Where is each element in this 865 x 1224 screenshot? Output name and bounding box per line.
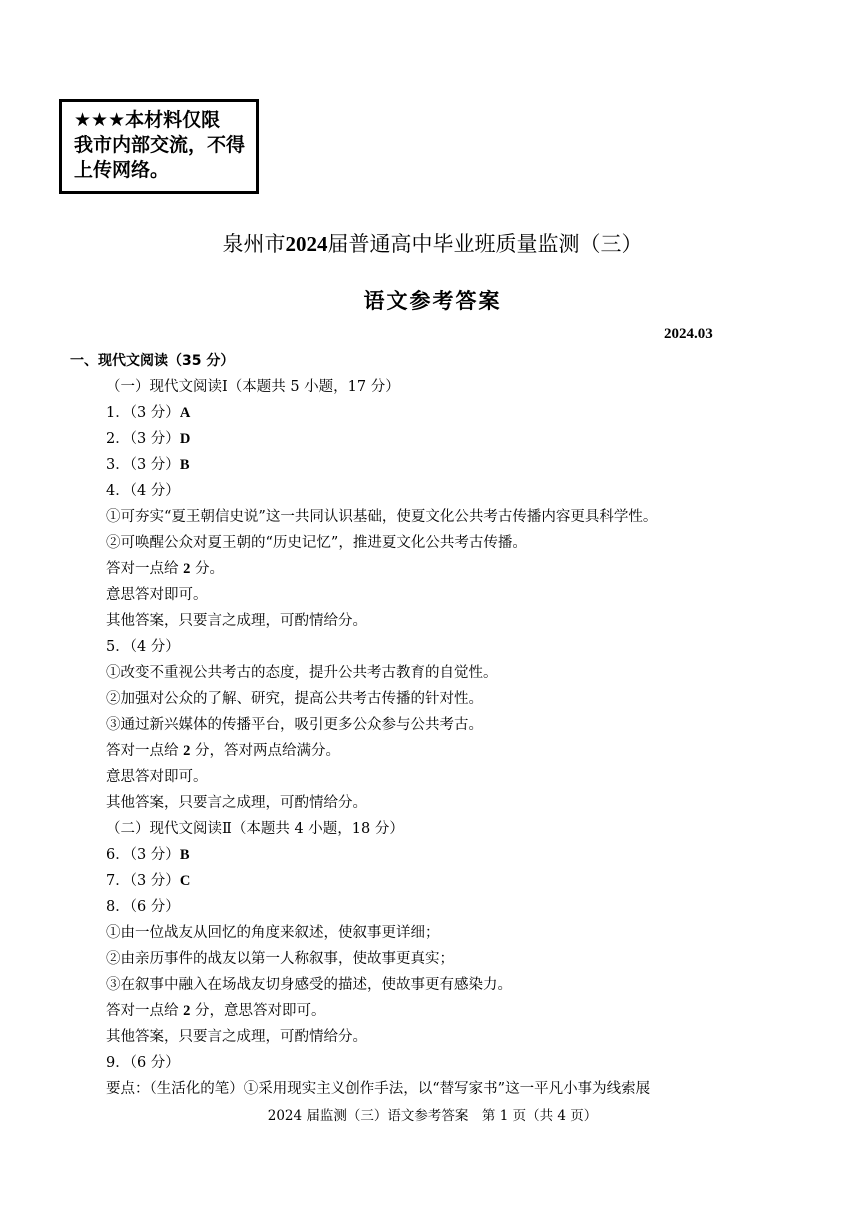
- q5-label: 5．（4 分）: [106, 639, 180, 655]
- part-heading: （二）现代文阅读Ⅱ（本题共 4 小题，18 分）: [106, 821, 404, 837]
- q7-label: 7．（3 分）: [106, 873, 180, 889]
- q5-other: 其他答案，只要言之成理，可酌情给分。: [106, 795, 367, 811]
- document-date: 2024.03: [664, 326, 713, 342]
- part-heading: （一）现代文阅读Ⅰ（本题共 5 小题，17 分）: [106, 379, 400, 395]
- q4-point: ①可夯实“夏王朝信史说”这一共同认识基础，使夏文化公共考古传播内容更具科学性。: [106, 509, 658, 525]
- q5-meaning: 意思答对即可。: [106, 769, 208, 785]
- q9-label: 9．（6 分）: [106, 1055, 180, 1071]
- q4-other: 其他答案，只要言之成理，可酌情给分。: [106, 613, 367, 629]
- q4-score-post: 分。: [190, 561, 224, 577]
- q8-other: 其他答案，只要言之成理，可酌情给分。: [106, 1029, 367, 1045]
- q6-answer: B: [179, 847, 190, 863]
- answer-q3: [106, 454, 189, 476]
- answer-q1: [106, 402, 190, 424]
- section-heading: 一、现代文阅读（35 分）: [70, 353, 235, 369]
- q4-score-num: 2: [183, 561, 191, 577]
- q5-point: ②加强对公众的了解、研究，提高公共考古传播的针对性。: [106, 691, 483, 707]
- q8-point: ③在叙事中融入在场战友切身感受的描述，使故事更有感染力。: [106, 977, 512, 993]
- title-year: 2024: [285, 232, 328, 256]
- q8-score-post: 分，意思答对即可。: [190, 1003, 326, 1019]
- title-suffix: 届普通高中毕业班质量监测（三）: [327, 232, 643, 256]
- q2-label: 2．（3 分）: [106, 431, 180, 447]
- page-footer: 2024 届监测（三）语文参考答案 第 1 页（共 4 页）: [267, 1108, 598, 1124]
- q5-score-post: 分，答对两点给满分。: [190, 743, 340, 759]
- q8-label: 8．（6 分）: [106, 899, 180, 915]
- q2-answer: D: [179, 431, 191, 447]
- q4-label: 4．（4 分）: [106, 483, 180, 499]
- notice-box: [59, 99, 259, 194]
- q4-meaning: 意思答对即可。: [106, 587, 208, 603]
- answer-q2: [106, 428, 190, 450]
- notice-line: ★★★本材料仅限: [74, 109, 221, 131]
- q4-score: [106, 558, 224, 580]
- notice-line: 上传网络。: [74, 159, 170, 181]
- q5-score-num: 2: [183, 743, 191, 759]
- q3-answer: B: [179, 457, 190, 473]
- q7-answer: C: [179, 873, 191, 889]
- q1-answer: A: [179, 405, 191, 421]
- title-prefix: 泉州市: [222, 232, 286, 256]
- q1-label: 1．（3 分）: [106, 405, 180, 421]
- answer-q7: [106, 870, 190, 892]
- q5-point: ①改变不重视公共考古的态度，提升公共考古教育的自觉性。: [106, 665, 498, 681]
- answer-q6: [106, 844, 189, 866]
- document-subtitle: 语文参考答案: [363, 288, 502, 313]
- q8-score-pre: 答对一点给: [106, 1003, 184, 1019]
- q5-point: ③通过新兴媒体的传播平台，吸引更多公众参与公共考古。: [106, 717, 483, 733]
- q8-point: ②由亲历事件的战友以第一人称叙事，使故事更真实；: [106, 951, 454, 967]
- q3-label: 3．（3 分）: [106, 457, 180, 473]
- q5-score: [106, 740, 340, 762]
- q8-score: [106, 1000, 325, 1022]
- q8-point: ①由一位战友从回忆的角度来叙述，使叙事更详细；: [106, 925, 440, 941]
- q6-label: 6．（3 分）: [106, 847, 180, 863]
- document-title: [0, 230, 865, 258]
- notice-line: 我市内部交流，不得: [74, 134, 246, 156]
- q8-score-num: 2: [183, 1003, 191, 1019]
- q4-point: ②可唤醒公众对夏王朝的“历史记忆”，推进夏文化公共考古传播。: [106, 535, 527, 551]
- q5-score-pre: 答对一点给: [106, 743, 184, 759]
- q9-point: 要点：（生活化的笔）①采用现实主义创作手法，以“替写家书”这一平凡小事为线索展: [106, 1081, 651, 1097]
- q4-score-pre: 答对一点给: [106, 561, 184, 577]
